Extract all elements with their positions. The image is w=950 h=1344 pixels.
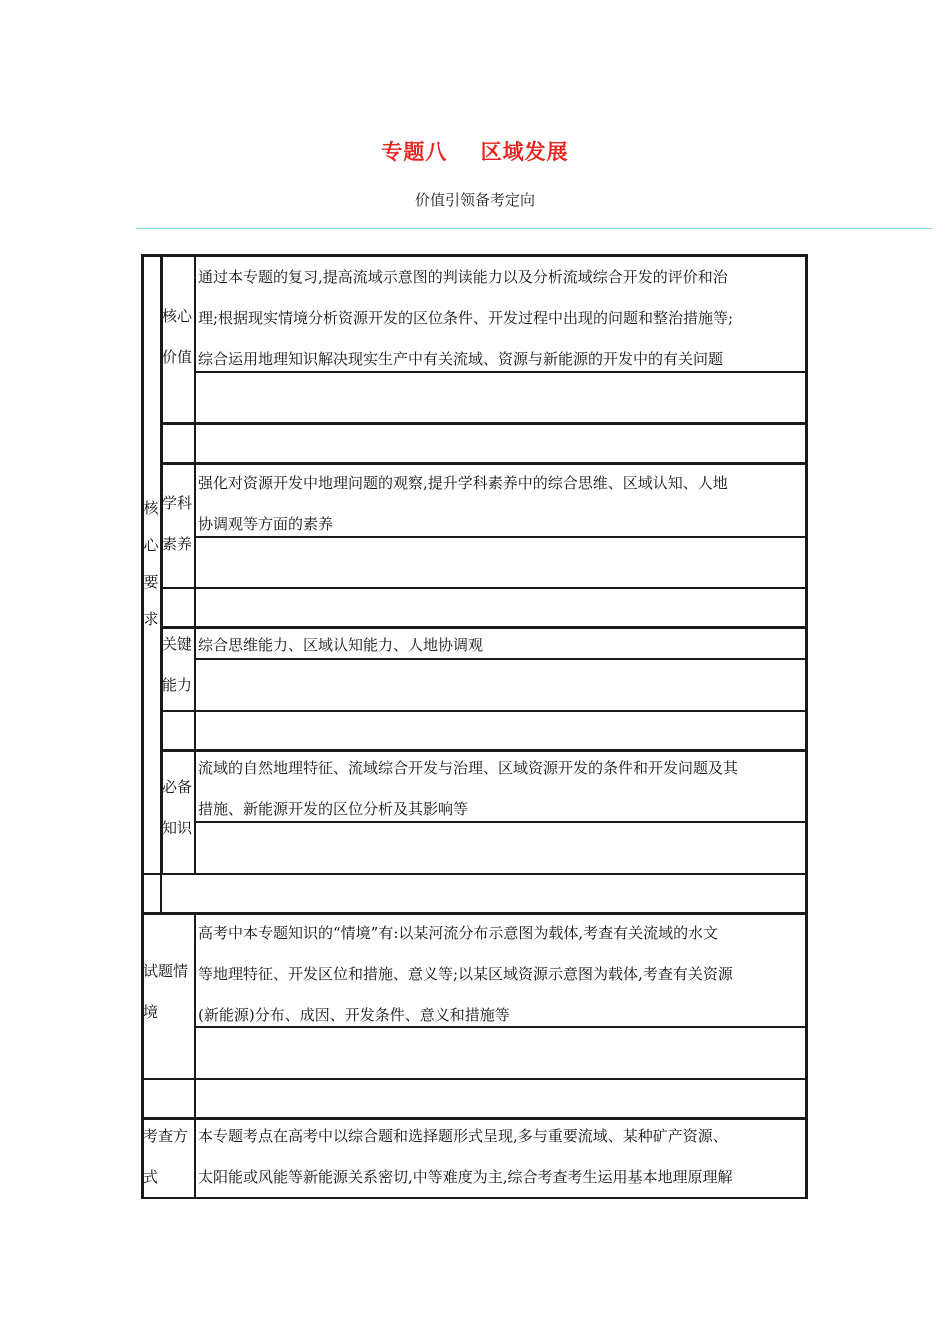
row-sep: [162, 587, 805, 589]
requirements-table: [141, 254, 808, 1199]
row-sep: [141, 873, 808, 875]
subject-literacy-text: 强化对资源开发中地理问题的观察,提升学科素养中的综合思维、区域认知、人地 协调观等方面的素养: [198, 474, 728, 533]
test-context-text: 高考中本专题知识的“情境”有:以某河流分布示意图为载体,考查有关流域的水文 等地理特征、开发区位和措施、意义等;以某区域资源示意图为载体,考查有关资源 (新能源)分布、成因、开发条件、意义和措施等: [198, 924, 733, 1024]
row-sep: [141, 1078, 808, 1080]
core-values-label: 核心 价值: [162, 307, 193, 366]
row-sep: [162, 710, 805, 712]
test-context-label: 试题情 境: [143, 962, 189, 1021]
exam-method-label: 考查方 式: [143, 1127, 189, 1186]
key-ability-label: 关键 能力: [162, 635, 193, 694]
table-border-left: [141, 254, 144, 1199]
essential-knowledge-label: 必备 知识: [162, 778, 193, 837]
page-subtitle: 价值引领备考定向: [414, 191, 535, 209]
lower-col-separator: [194, 914, 196, 1199]
exam-method-text: 本专题考点在高考中以综合题和选择题形式呈现,多与重要流域、某种矿产资源、 太阳能或风能等新能源关系密切,中等难度为主,综合考查考生运用基本地理原理解: [198, 1127, 733, 1186]
essential-knowledge-text: 流域的自然地理特征、流域综合开发与治理、区域资源开发的条件和开发问题及其 措施、新能源开发的区位分析及其影响等: [198, 759, 739, 818]
core-values-label-border: [194, 254, 196, 422]
core-requirements-label: 核 心 要 求: [143, 499, 159, 628]
subject-literacy-label: 学科 素养: [162, 494, 193, 553]
key-ability-text: 综合思维能力、区域认知能力、人地协调观: [198, 636, 484, 654]
table-border-right: [805, 254, 808, 1199]
row-sep: [162, 422, 805, 425]
header-divider: [136, 228, 932, 229]
spacer-col-separator: [160, 873, 162, 913]
page-title: 专题八 区域发展: [381, 140, 569, 164]
core-values-text: 通过本专题的复习,提高流域示意图的判读能力以及分析流域综合开发的评价和治 理;根据现实情境分析资源开发的区位条件、开发过程中出现的问题和整治措施等; 综合运用地理知识解决现实生产中有关流域、资源与新能源的开发中的有关问题: [198, 268, 734, 368]
